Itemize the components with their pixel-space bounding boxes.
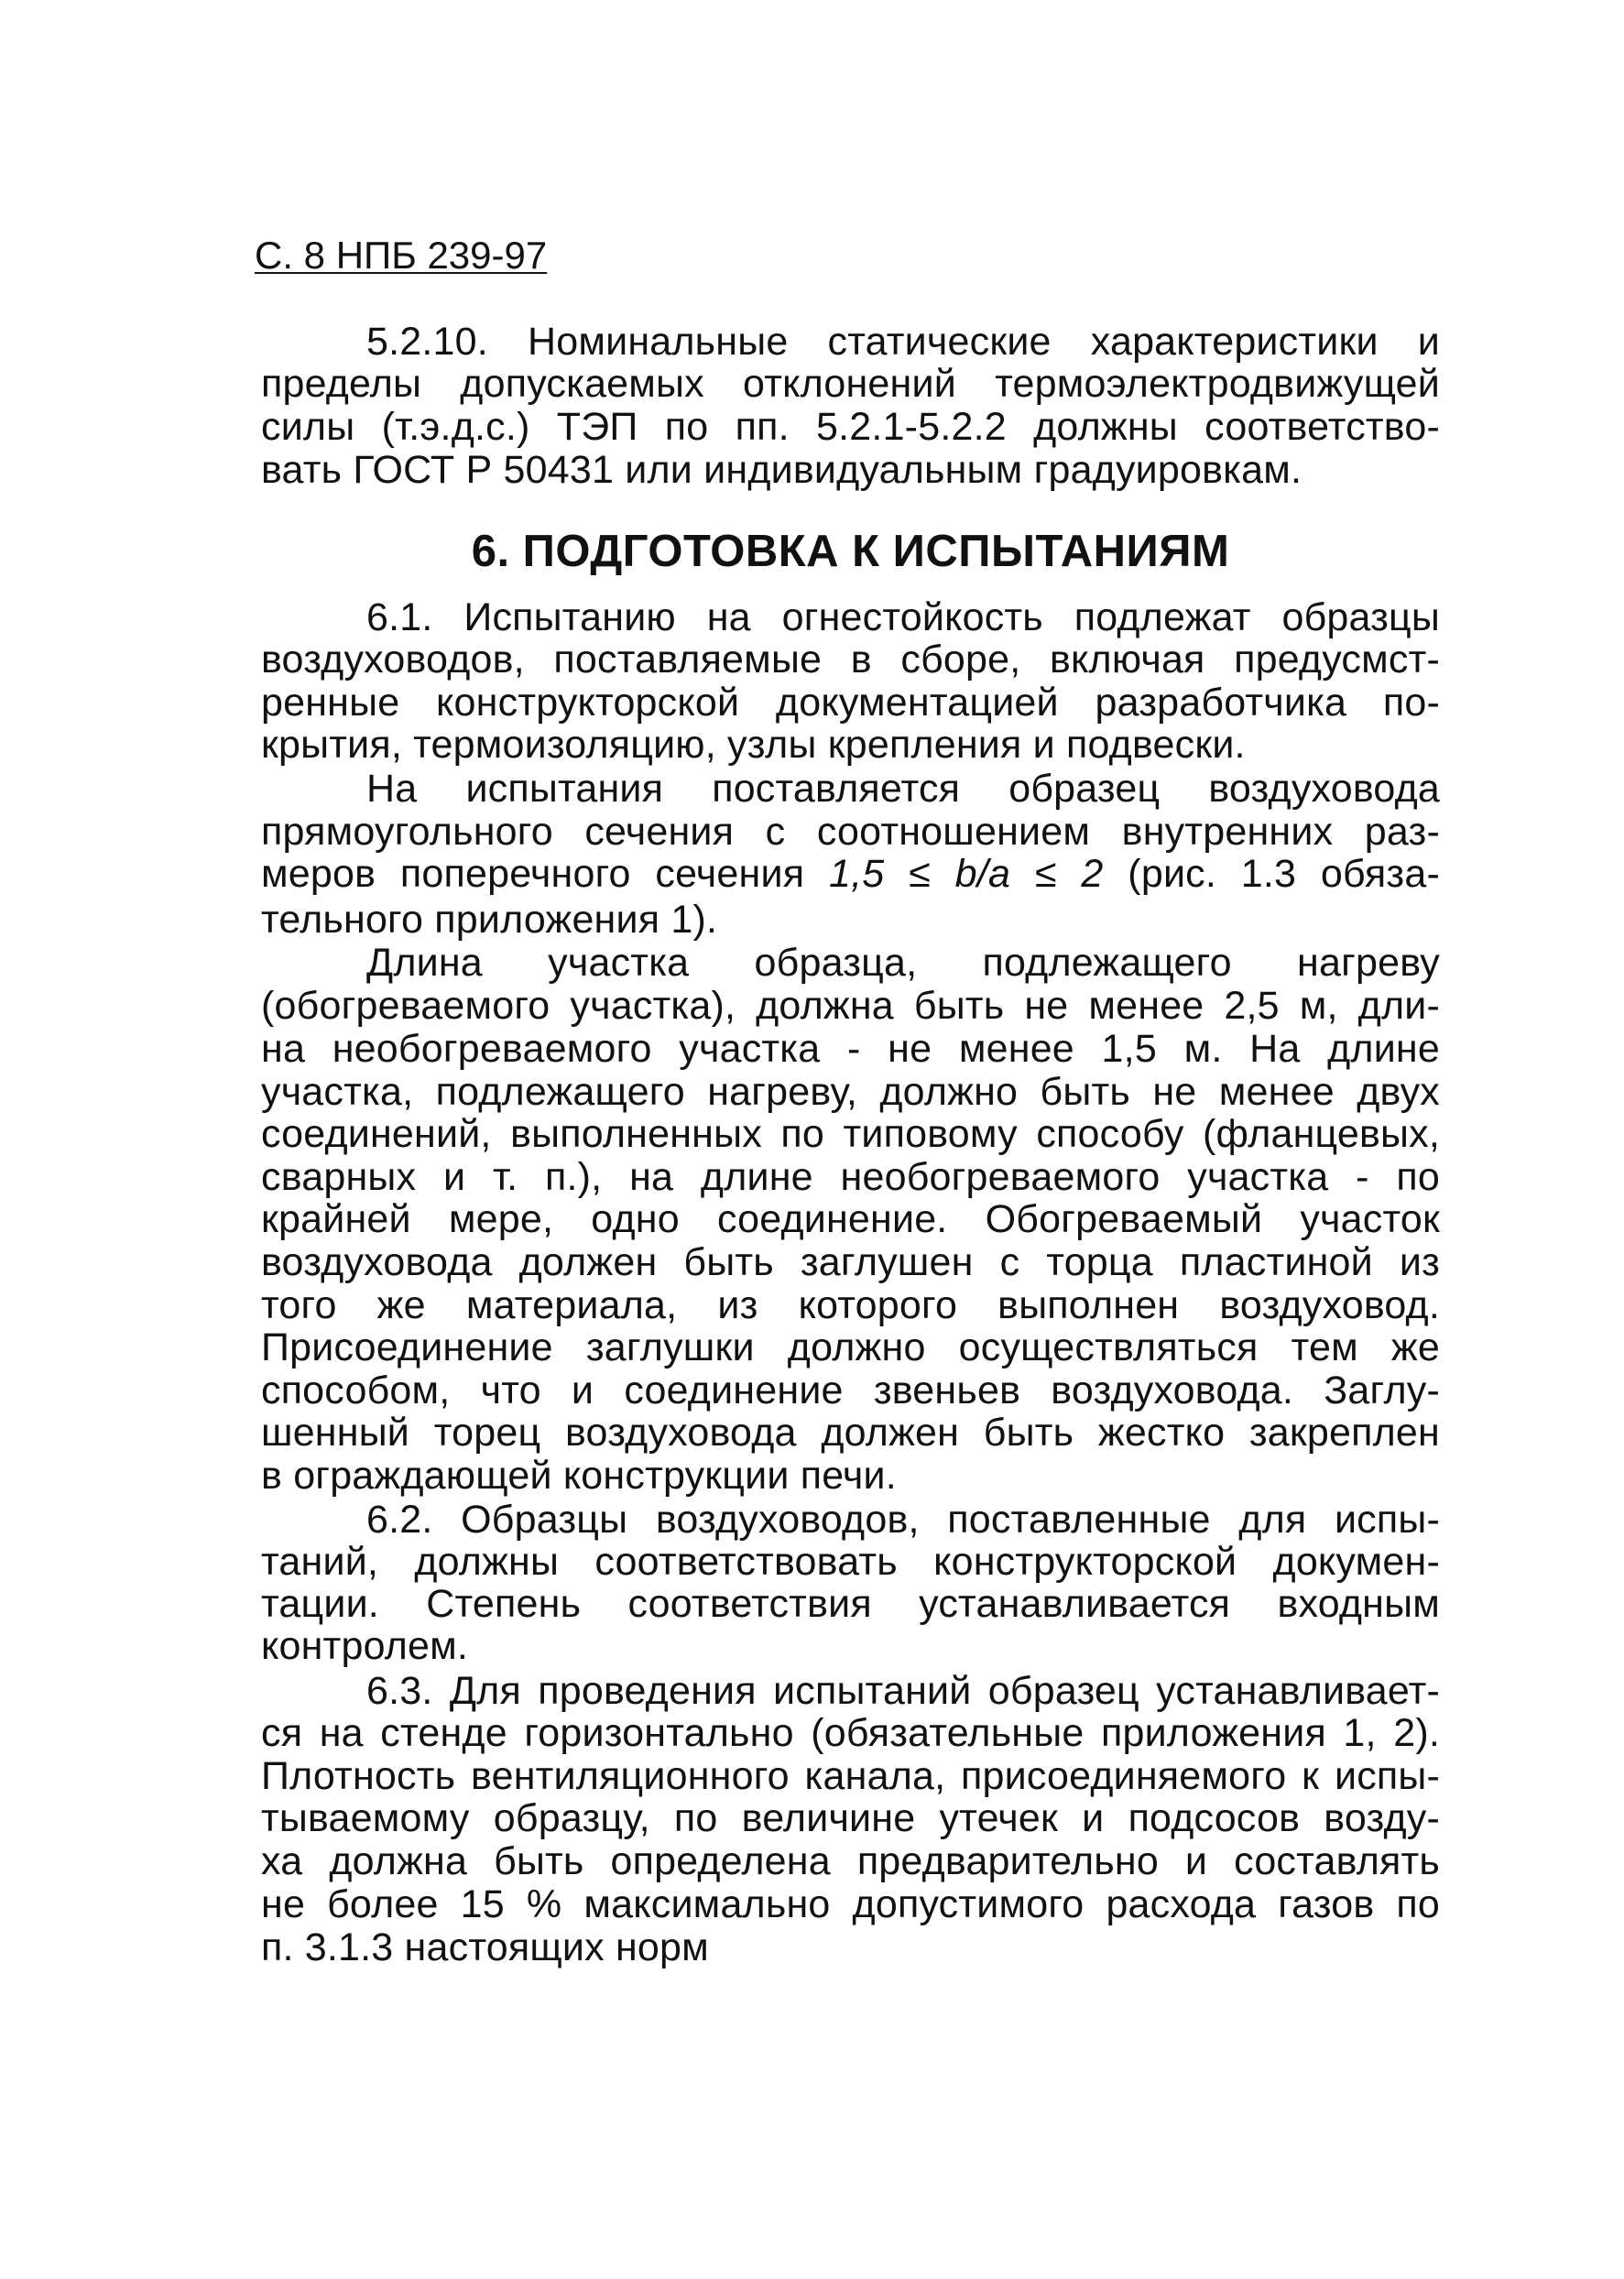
text-line: силы (т.э.д.с.) ТЭП по пп. 5.2.1-5.2.2 должны соответство- — [261, 405, 1440, 449]
text-line: (обогреваемого участка), должна быть не менее 2,5 м, дли- — [261, 984, 1440, 1028]
text-line: воздуховода должен быть заглушен с торца пластиной из — [261, 1240, 1440, 1284]
text-line: п. 3.1.3 настоящих норм — [261, 1925, 709, 1969]
text-line-with-formula — [261, 852, 1440, 896]
text-line: в ограждающей конструкции печи. — [261, 1454, 897, 1498]
text-line: 6.2. Образцы воздуховодов, поставленные для испы- — [366, 1498, 1440, 1542]
text-line: сварных и т. п.), на длине необогреваемого участка - по — [261, 1155, 1440, 1199]
text-line: прямоугольного сечения с соотношением внутренних раз- — [261, 810, 1440, 854]
text-line: ренные конструкторской документацией разработчика по- — [261, 681, 1440, 725]
text-line: крытия, термоизоляцию, узлы крепления и подвески. — [261, 723, 1246, 767]
text-line: крайней мере, одно соединение. Обогреваемый участок — [261, 1197, 1440, 1241]
text-line: контролем. — [261, 1624, 469, 1668]
text-line: способом, что и соединение звеньев воздуховода. Заглу- — [261, 1368, 1440, 1412]
text-line: воздуховодов, поставляемые в сборе, включая предусмст- — [261, 638, 1440, 682]
text-line: Длина участка образца, подлежащего нагреву — [366, 941, 1440, 985]
text-line: 6.3. Для проведения испытаний образец устанавливает- — [366, 1669, 1440, 1713]
text-line: соединений, выполненных по типовому способу (фланцевых, — [261, 1112, 1440, 1156]
text-line: тываемому образцу, по величине утечек и подсосов возду- — [261, 1796, 1440, 1840]
text-line: ся на стенде горизонтально (обязательные приложения 1, 2). — [261, 1711, 1440, 1755]
text-line: на необогреваемого участка - не менее 1,5 м. На длине — [261, 1027, 1440, 1071]
text-line: шенный торец воздуховода должен быть жестко закреплен — [261, 1411, 1440, 1455]
text-line: На испытания поставляется образец воздуховода — [366, 767, 1440, 811]
text-line: Плотность вентиляционного канала, присоединяемого к испы- — [261, 1754, 1440, 1798]
text-line: участка, подлежащего нагреву, должно быть не менее двух — [261, 1070, 1440, 1114]
page-header: С. 8 НПБ 239-97 — [255, 234, 548, 277]
text-line: вать ГОСТ Р 50431 или индивидуальным градуировкам. — [261, 448, 1302, 492]
text-line: таний, должны соответствовать конструкторской докумен- — [261, 1540, 1440, 1584]
text-line: ха должна быть определена предварительно и составлять — [261, 1839, 1440, 1883]
text-line: того же материала, из которого выполнен воздуховод. — [261, 1283, 1440, 1327]
text-fragment: (рис. 1.3 обяза- — [1103, 852, 1440, 896]
section-heading: 6. ПОДГОТОВКА К ИСПЫТАНИЯМ — [471, 527, 1230, 576]
text-line: пределы допускаемых отклонений термоэлектродвижущей — [261, 362, 1440, 406]
text-line: тельного приложения 1). — [261, 898, 718, 942]
ratio-formula: 1,5 ≤ b/a ≤ 2 — [828, 852, 1104, 896]
text-fragment: меров поперечного сечения — [261, 852, 829, 896]
text-line: 6.1. Испытанию на огнестойкость подлежат образцы — [366, 595, 1440, 639]
text-line: не более 15 % максимально допустимого расхода газов по — [261, 1882, 1440, 1926]
text-line: Присоединение заглушки должно осуществляться тем же — [261, 1325, 1440, 1369]
text-line: тации. Степень соответствия устанавливается входным — [261, 1582, 1440, 1626]
text-line: 5.2.10. Номинальные статические характеристики и — [366, 320, 1440, 364]
